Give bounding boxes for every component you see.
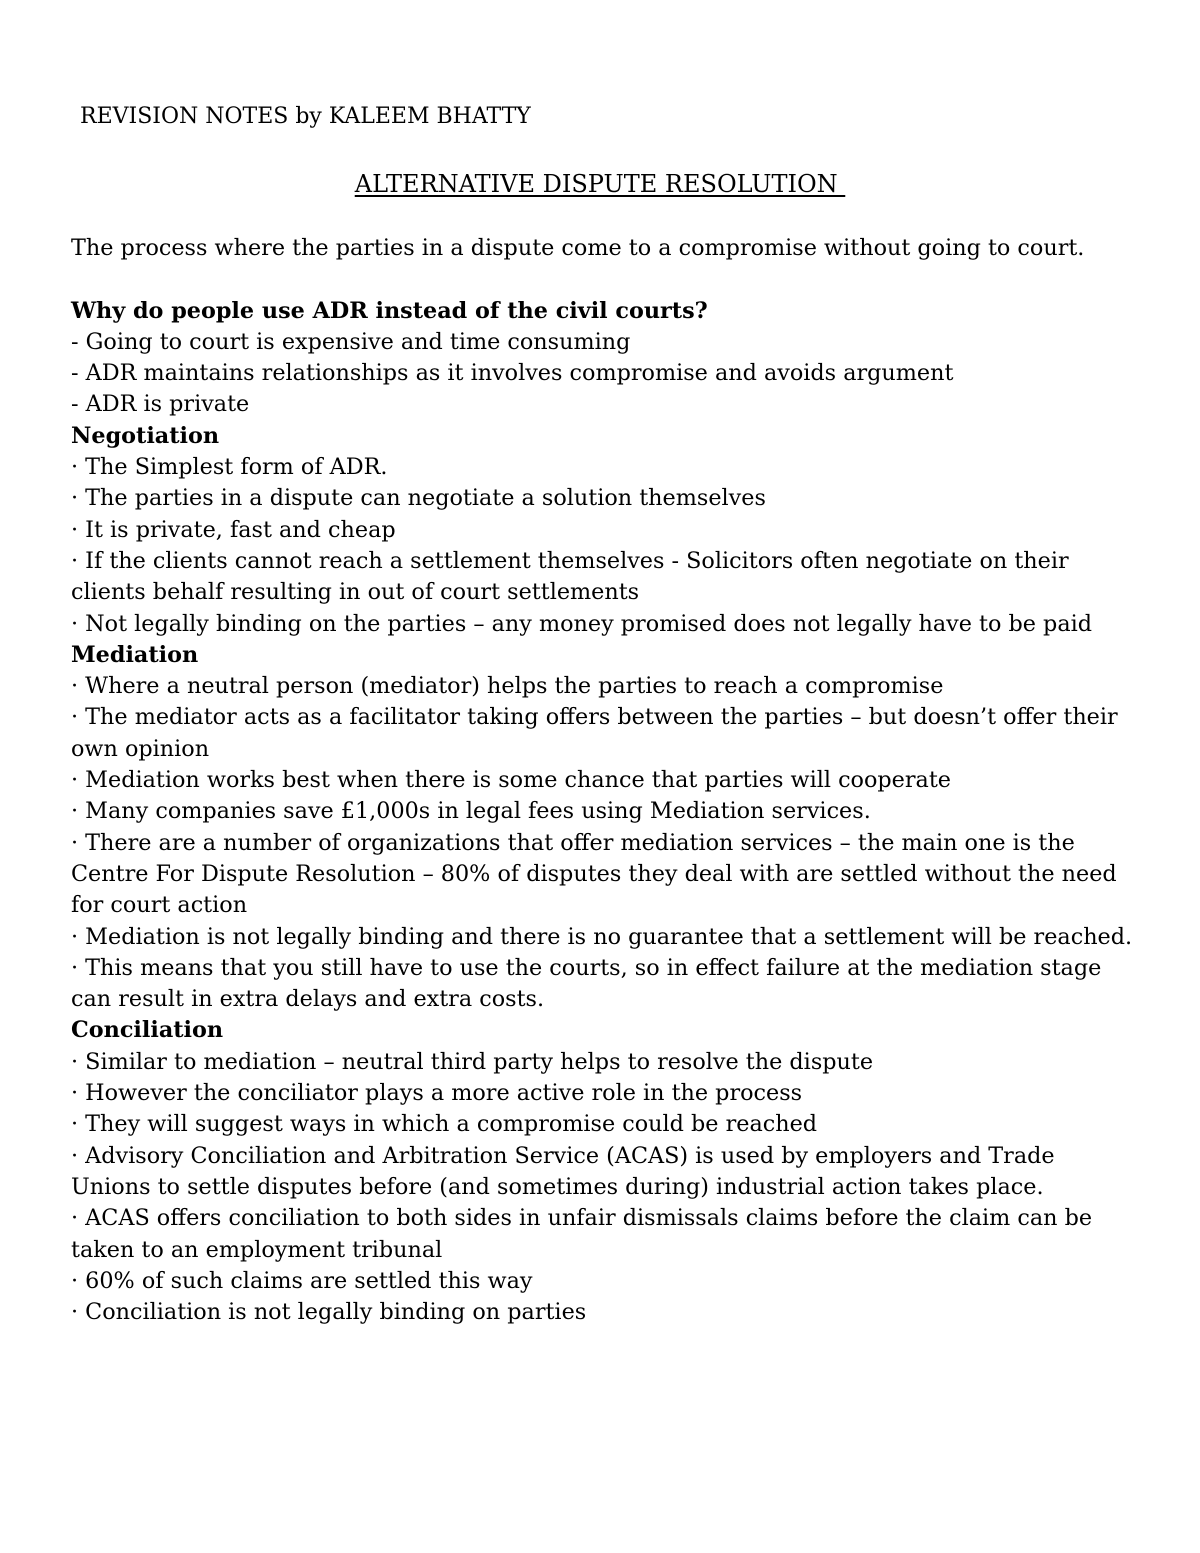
section-heading: Conciliation: [71, 1017, 224, 1044]
list-item: · The parties in a dispute can negotiate a solution themselves: [71, 485, 766, 512]
list-item: · There are a number of organizations that offer mediation services – the main one is the Centre For Dispute Resolution – 80% of disputes they deal with are settled without the need for court action: [71, 829, 1117, 919]
list-item: · Not legally binding on the parties – any money promised does not legally have to be paid: [71, 610, 1093, 637]
paragraph-spacer: [71, 264, 1141, 295]
list-item: · This means that you still have to use the courts, so in effect failure at the mediation stage can result in extra delays and extra costs.: [71, 954, 1102, 1013]
list-item: · However the conciliator plays a more active role in the process: [71, 1080, 803, 1107]
list-item: · The mediator acts as a facilitator taking offers between the parties – but doesn’t offer their own opinion: [71, 704, 1118, 762]
list-item: · Where a neutral person (mediator) helps the parties to reach a compromise: [71, 673, 944, 700]
list-item: · The Simplest form of ADR.: [71, 454, 388, 481]
section-heading: Negotiation: [71, 422, 220, 449]
section-heading: Mediation: [71, 641, 199, 668]
list-item: · Mediation works best when there is some chance that parties will cooperate: [71, 767, 951, 794]
list-item: · It is private, fast and cheap: [71, 516, 396, 543]
section-heading: Why do people use ADR instead of the civil courts?: [71, 297, 708, 324]
list-item: - ADR maintains relationships as it involves compromise and avoids argument: [71, 360, 954, 387]
list-item: · Many companies save £1,000s in legal fees using Mediation services.: [71, 798, 871, 825]
document-title: ALTERNATIVE DISPUTE RESOLUTION: [354, 170, 846, 198]
list-item: · If the clients cannot reach a settlement themselves - Solicitors often negotiate on their clients behalf resulting in out of court settlements: [71, 547, 1069, 606]
list-item: · Similar to mediation – neutral third party helps to resolve the dispute: [71, 1048, 874, 1075]
section-mediation: [71, 640, 1141, 1016]
document-body: [71, 233, 1141, 1328]
intro-paragraph: The process where the parties in a dispute come to a compromise without going to court.: [71, 235, 1085, 261]
list-item: · 60% of such claims are settled this way: [71, 1267, 533, 1294]
list-item: - Going to court is expensive and time consuming: [71, 328, 631, 355]
author-line: REVISION NOTES by KALEEM BHATTY: [80, 104, 531, 129]
list-item: · They will suggest ways in which a compromise could be reached: [71, 1111, 818, 1138]
list-item: · Conciliation is not legally binding on parties: [71, 1299, 587, 1326]
section-negotiation: [71, 421, 1141, 640]
list-item: - ADR is private: [71, 391, 250, 418]
list-item: · Mediation is not legally binding and there is no guarantee that a settlement will be reached.: [71, 923, 1133, 950]
section-why-adr: [71, 296, 1141, 421]
list-item: · ACAS offers conciliation to both sides in unfair dismissals claims before the claim can be taken to an employment tribunal: [71, 1205, 1093, 1263]
list-item: · Advisory Conciliation and Arbitration Service (ACAS) is used by employers and Trade Unions to settle disputes before (and sometimes during) industrial action takes place.: [71, 1142, 1055, 1200]
section-conciliation: [71, 1015, 1141, 1328]
